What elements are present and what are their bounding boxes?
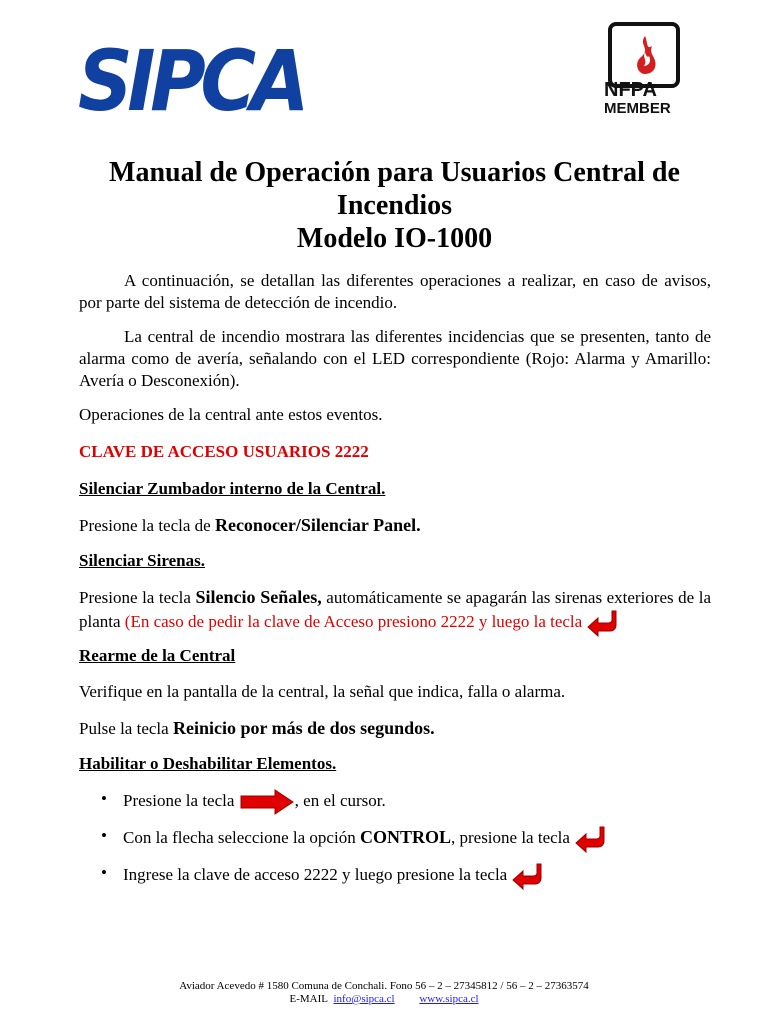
title-line-1: Manual de Operación para Usuarios Central de	[109, 157, 680, 188]
nfpa-flame-icon	[630, 34, 660, 76]
website-link[interactable]: www.sipca.cl	[419, 993, 479, 1005]
bullet-dot: •	[101, 863, 107, 882]
section-3-text-2	[79, 717, 711, 740]
right-arrow-icon	[239, 788, 295, 816]
title-line-3: Modelo IO-1000	[296, 223, 493, 254]
section-2-text-a: Presione la tecla	[79, 588, 196, 607]
nfpa-member-label: MEMBER	[604, 100, 671, 117]
intro-paragraph-1: A continuación, se detallan las diferentes operaciones a realizar, en caso de avisos, por parte del sistema de detección de incendio.	[79, 271, 711, 312]
sipca-logo-graphic	[78, 38, 306, 118]
access-code-heading: CLAVE DE ACCESO USUARIOS 2222	[79, 442, 369, 461]
email-link[interactable]: info@sipca.cl	[333, 993, 395, 1005]
nfpa-label: NFPA	[604, 79, 657, 101]
step-1-text-a: Presione la tecla	[123, 790, 239, 810]
key-silencio-senales: Silencio Señales,	[195, 587, 322, 607]
section-3-text-1: Verifique en la pantalla de la central, la señal que indica, falla o alarma.	[79, 682, 566, 701]
bullet-dot: •	[101, 826, 107, 845]
section-title-habilitar: Habilitar o Deshabilitar Elementos.	[79, 754, 337, 773]
step-3-text-a: Ingrese la clave de acceso 2222 y luego presione la tecla	[123, 864, 508, 884]
section-1-text	[79, 514, 711, 537]
key-reinicio: Reinicio por más de dos segundos.	[172, 718, 435, 738]
list-item	[79, 862, 711, 899]
document-title	[78, 156, 711, 255]
habilitar-steps-list	[79, 788, 711, 899]
section-1-text-a: Presione la tecla de	[79, 516, 215, 535]
return-arrow-icon	[511, 862, 545, 890]
nfpa-member-logo	[604, 22, 686, 118]
section-title-silenciar-sirenas: Silenciar Sirenas.	[79, 551, 205, 570]
svg-text:SIPCA: SIPCA	[78, 38, 304, 118]
section-2-text-c: automáticamente se apagarán las sirenas exteriores de la planta	[79, 588, 711, 631]
section-2-access-note: (En caso de pedir la clave de Acceso presiono 2222 y luego la tecla	[124, 611, 583, 631]
section-title-rearme: Rearme de la Central	[79, 646, 236, 665]
return-arrow-icon	[574, 825, 608, 853]
sipca-logo	[78, 38, 306, 118]
intro-paragraph-3: Operaciones de la central ante estos eventos.	[79, 405, 383, 424]
footer-email-label: E-MAIL	[289, 993, 328, 1005]
step-2-text-a: Con la flecha seleccione la opción	[123, 827, 360, 847]
step-1-text-b: , en el cursor.	[294, 790, 386, 810]
footer-address: Aviador Acevedo # 1580 Comuna de Conchali. Fono 56 – 2 – 27345812 / 56 – 2 – 27363574	[179, 980, 589, 992]
list-item	[79, 788, 711, 825]
list-item	[79, 825, 711, 862]
step-2-text-c: , presione la tecla	[450, 827, 570, 847]
section-title-silenciar-zumbador: Silenciar Zumbador interno de la Central.	[79, 479, 386, 498]
footer-contact	[0, 993, 768, 1006]
intro-paragraph-2: La central de incendio mostrara las diferentes incidencias que se presenten, tanto de alarma como de avería, señalando con el LED correspondiente (Rojo: Alarma y Amarillo: Avería o Desconexión).	[79, 327, 711, 390]
section-3-text-2a: Pulse la tecla	[79, 719, 173, 738]
option-control: CONTROL	[359, 826, 451, 847]
title-line-2: Incendios	[336, 190, 453, 221]
key-reconocer-silenciar: Reconocer/Silenciar Panel.	[214, 515, 421, 535]
section-2-text	[79, 586, 711, 637]
return-arrow-icon	[586, 609, 620, 637]
bullet-dot: •	[101, 789, 107, 808]
